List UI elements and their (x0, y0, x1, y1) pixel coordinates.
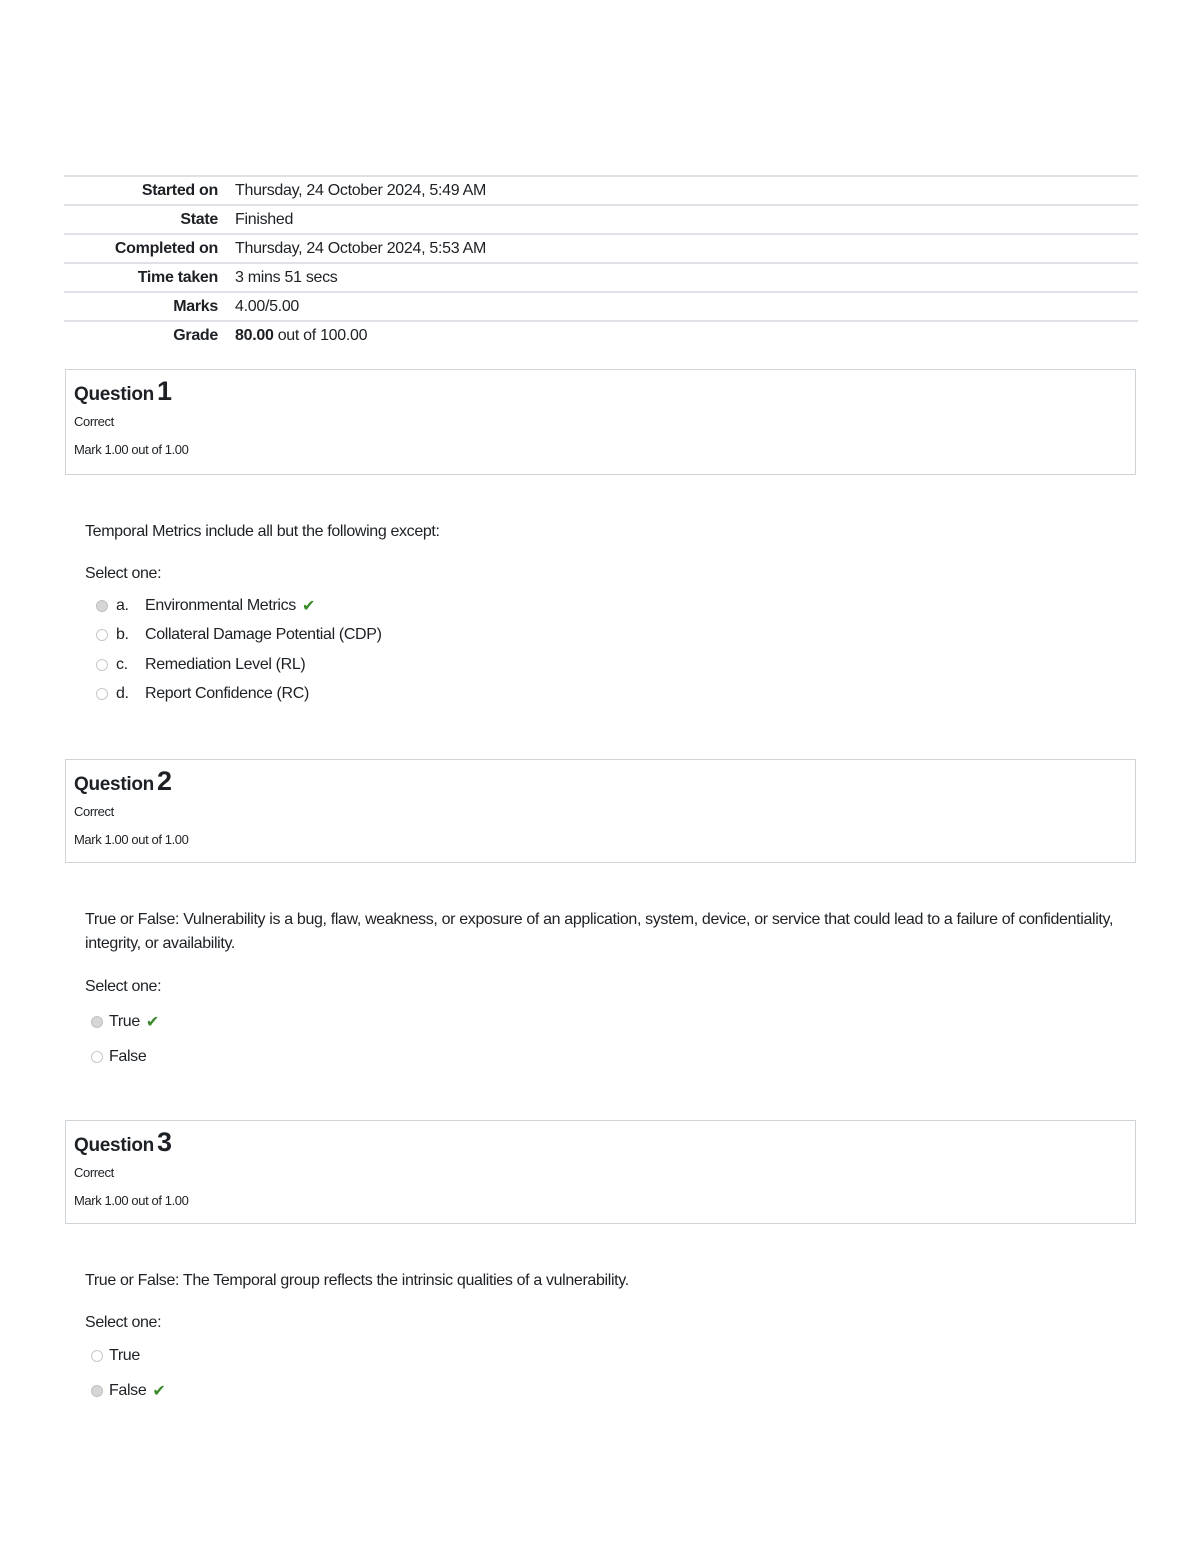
summary-value: Finished (235, 210, 294, 228)
question-3-info (65, 1120, 1136, 1224)
grade-score: 80.00 (235, 326, 274, 344)
question-text: Temporal Metrics include all but the following except: (85, 523, 440, 540)
answer-option-c[interactable] (85, 650, 1138, 680)
check-icon: ✔ (145, 1013, 159, 1031)
summary-label: State (180, 210, 218, 228)
answer-option-b[interactable] (85, 621, 1138, 651)
summary-label: Completed on (114, 239, 218, 257)
option-letter: b. (116, 626, 129, 644)
question-heading: Question 2 (74, 766, 172, 796)
answer-option-d[interactable] (85, 680, 1138, 710)
select-one-prompt: Select one: (85, 1314, 162, 1331)
question-heading: Question 3 (74, 1127, 172, 1157)
question-heading: Question 1 (74, 376, 172, 406)
option-letter: a. (116, 596, 129, 614)
summary-value (227, 321, 1138, 349)
option-label: False (109, 1047, 147, 1065)
answer-option-false[interactable] (85, 1039, 1138, 1074)
question-text: True or False: The Temporal group reflects the intrinsic qualities of a vulnerability. (85, 1272, 629, 1289)
radio-icon[interactable] (91, 1051, 103, 1063)
summary-row-grade (64, 321, 1138, 349)
option-label: Report Confidence (RC) (145, 685, 309, 703)
question-mark: Mark 1.00 out of 1.00 (74, 1193, 189, 1208)
answer-option-true[interactable] (85, 1338, 1138, 1373)
question-number: 3 (156, 1127, 172, 1157)
question-text: True or False: Vulnerability is a bug, flaw, weakness, or exposure of an application, system, device, or service that could lead to a failure of confidentiality, integrity, or availability. (85, 911, 1114, 952)
question-state: Correct (74, 1165, 114, 1180)
radio-icon[interactable] (96, 659, 108, 671)
question-1-content (64, 520, 1138, 709)
summary-row-time-taken (64, 263, 1138, 292)
radio-icon[interactable] (91, 1350, 103, 1362)
select-one-prompt: Select one: (85, 565, 162, 582)
answer-option-false[interactable] (85, 1373, 1138, 1408)
question-mark: Mark 1.00 out of 1.00 (74, 832, 189, 847)
option-letter: d. (116, 685, 129, 703)
check-icon: ✔ (152, 1382, 166, 1400)
question-state: Correct (74, 414, 114, 429)
summary-label: Time taken (137, 268, 218, 286)
question-number: 2 (156, 766, 172, 796)
question-3-content (64, 1269, 1138, 1408)
summary-value: 3 mins 51 secs (235, 268, 338, 286)
option-label: True (109, 1012, 140, 1030)
quiz-review-page (64, 175, 1138, 1408)
check-icon: ✔ (301, 597, 315, 615)
option-label: Collateral Damage Potential (CDP) (145, 626, 382, 644)
radio-icon[interactable] (91, 1385, 103, 1397)
option-label: False (109, 1381, 147, 1399)
radio-icon[interactable] (91, 1016, 103, 1028)
radio-icon[interactable] (96, 629, 108, 641)
question-mark: Mark 1.00 out of 1.00 (74, 442, 189, 457)
option-letter: c. (116, 655, 128, 673)
answer-options (85, 591, 1138, 709)
question-2-info (65, 759, 1136, 863)
radio-icon[interactable] (96, 688, 108, 700)
answer-option-true[interactable] (85, 1004, 1138, 1039)
question-2-content (64, 908, 1138, 1074)
summary-row-marks (64, 292, 1138, 321)
option-label: Environmental Metrics (145, 596, 296, 614)
question-number: 1 (156, 376, 172, 406)
option-label: Remediation Level (RL) (145, 655, 306, 673)
summary-row-started (64, 176, 1138, 205)
question-state: Correct (74, 804, 114, 819)
summary-value: 4.00/5.00 (235, 297, 300, 315)
grade-total: out of 100.00 (273, 326, 368, 344)
summary-label: Grade (173, 326, 218, 344)
question-1-info (65, 369, 1136, 475)
summary-row-completed (64, 234, 1138, 263)
option-label: True (109, 1346, 140, 1364)
radio-icon[interactable] (96, 600, 108, 612)
summary-value: Thursday, 24 October 2024, 5:53 AM (235, 239, 486, 257)
answer-option-a[interactable] (85, 591, 1138, 621)
select-one-prompt: Select one: (85, 978, 162, 995)
summary-label: Marks (173, 297, 218, 315)
answer-options (85, 1004, 1138, 1074)
summary-row-state (64, 205, 1138, 234)
answer-options (85, 1338, 1138, 1408)
summary-label: Started on (141, 181, 218, 199)
summary-value: Thursday, 24 October 2024, 5:49 AM (235, 181, 486, 199)
attempt-summary-table (64, 175, 1138, 349)
